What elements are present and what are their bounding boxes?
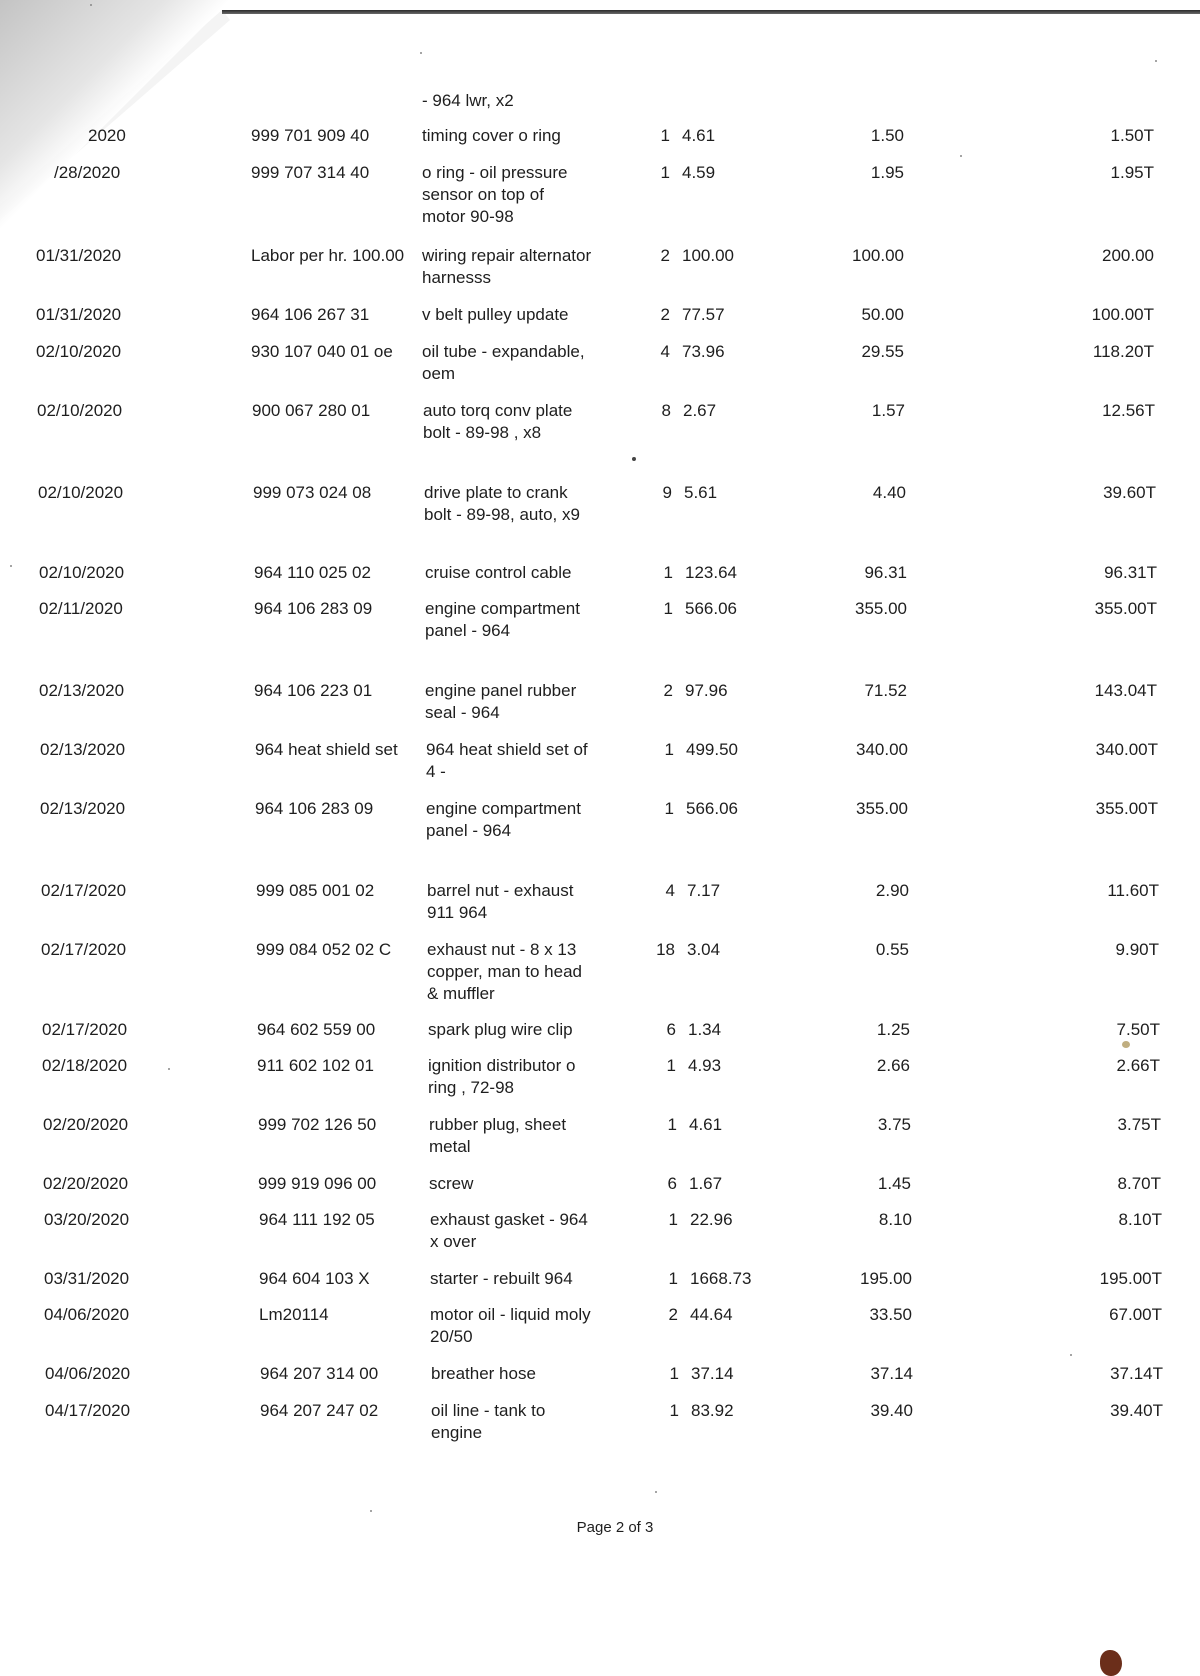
item-date: 02/13/2020 — [40, 799, 126, 818]
scan-stain — [1122, 1041, 1130, 1048]
item-description: v belt pulley update — [422, 305, 569, 324]
item-date: 01/31/2020 — [36, 246, 122, 265]
part-number: 964 106 283 09 — [254, 599, 373, 618]
extended-price: 355.00T — [1094, 599, 1157, 618]
unit-price: 3.75 — [877, 1115, 911, 1134]
part-number: 999 073 024 08 — [253, 483, 372, 502]
item-quantity: 6 — [666, 1020, 676, 1039]
scan-speck — [1155, 60, 1157, 62]
item-description: engine compartment panel - 964 — [425, 599, 580, 640]
item-date: 04/06/2020 — [44, 1305, 130, 1324]
extended-price: 37.14T — [1110, 1364, 1163, 1383]
scan-speck — [10, 565, 12, 567]
item-description: spark plug wire clip — [428, 1020, 573, 1039]
part-number: 900 067 280 01 — [252, 401, 371, 420]
extended-price: 355.00T — [1095, 799, 1158, 818]
item-description: breather hose — [431, 1364, 536, 1383]
extended-price: 8.70T — [1117, 1174, 1161, 1193]
list-price: 83.92 — [691, 1401, 734, 1420]
item-date: 02/13/2020 — [39, 681, 125, 700]
unit-price: 1.95 — [870, 163, 904, 182]
part-number: 964 heat shield set — [255, 740, 398, 759]
item-date: 02/13/2020 — [40, 740, 126, 759]
scan-speck — [632, 457, 636, 461]
list-price: 7.17 — [687, 881, 721, 900]
extended-price: 200.00 — [1102, 246, 1154, 265]
item-date: 02/20/2020 — [43, 1115, 129, 1134]
list-price: 566.06 — [686, 799, 738, 818]
list-price: 4.59 — [682, 163, 716, 182]
part-number: 964 106 267 31 — [251, 305, 370, 324]
extended-price: 96.31T — [1104, 563, 1157, 582]
list-price: 1.34 — [688, 1020, 722, 1039]
list-price: 4.61 — [689, 1115, 723, 1134]
item-quantity: 1 — [666, 1056, 676, 1075]
unit-price: 1.25 — [876, 1020, 910, 1039]
unit-price: 355.00 — [856, 799, 908, 818]
part-number: 911 602 102 01 — [257, 1056, 374, 1075]
extended-price: 39.40T — [1110, 1401, 1163, 1420]
item-quantity: 1 — [668, 1210, 678, 1229]
unit-price: 39.40 — [870, 1401, 913, 1420]
unit-price: 29.55 — [861, 342, 904, 361]
item-description: motor oil - liquid moly 20/50 — [430, 1305, 591, 1346]
item-quantity: 1 — [669, 1364, 679, 1383]
unit-price: 0.55 — [875, 940, 909, 959]
item-quantity: 1 — [667, 1115, 677, 1134]
unit-price: 355.00 — [855, 599, 907, 618]
unit-price: 340.00 — [856, 740, 908, 759]
extended-price: 8.10T — [1118, 1210, 1162, 1229]
item-quantity: 2 — [660, 305, 670, 324]
part-number: 999 702 126 50 — [258, 1115, 377, 1134]
list-price: 44.64 — [690, 1305, 733, 1324]
item-date: 02/10/2020 — [39, 563, 125, 582]
unit-price: 1.45 — [877, 1174, 911, 1193]
item-description: wiring repair alternator harnesss — [422, 246, 592, 287]
extended-price: 195.00T — [1099, 1269, 1162, 1288]
part-number: 964 106 223 01 — [254, 681, 373, 700]
extended-price: 7.50T — [1116, 1020, 1160, 1039]
list-price: 1668.73 — [690, 1269, 752, 1288]
part-number: 930 107 040 01 oe — [251, 342, 393, 361]
part-number: 964 604 103 X — [259, 1269, 370, 1288]
list-price: 499.50 — [686, 740, 738, 759]
item-description: oil tube - expandable, oem — [422, 342, 585, 383]
extended-price: 9.90T — [1115, 940, 1159, 959]
list-price: 2.67 — [683, 401, 717, 420]
item-quantity: 8 — [661, 401, 671, 420]
item-description: 964 heat shield set of 4 - — [426, 740, 588, 781]
extended-price: 1.50T — [1110, 126, 1154, 145]
item-date: 02/17/2020 — [42, 1020, 128, 1039]
item-description: oil line - tank to engine — [431, 1401, 546, 1442]
item-date: 02/17/2020 — [41, 881, 127, 900]
unit-price: 2.66 — [876, 1056, 910, 1075]
list-price: 566.06 — [685, 599, 737, 618]
part-number: 999 707 314 40 — [251, 163, 370, 182]
item-description: o ring - oil pressure sensor on top of motor 90-98 — [422, 163, 568, 226]
item-description: ignition distributor o ring , 72-98 — [428, 1056, 576, 1097]
part-number: 964 602 559 00 — [257, 1020, 376, 1039]
item-quantity: 4 — [665, 881, 675, 900]
list-price: 4.61 — [682, 126, 716, 145]
item-quantity: 1 — [664, 740, 674, 759]
extended-price: 143.04T — [1094, 681, 1157, 700]
item-description: cruise control cable — [425, 563, 572, 582]
scan-speck — [168, 1068, 170, 1070]
item-date: 04/06/2020 — [45, 1364, 131, 1383]
unit-price: 50.00 — [861, 305, 904, 324]
list-price: 97.96 — [685, 681, 728, 700]
item-quantity: 18 — [656, 940, 675, 959]
item-date: 02/18/2020 — [42, 1056, 128, 1075]
unit-price: 1.57 — [871, 401, 905, 420]
part-number: 999 084 052 02 C — [256, 940, 392, 959]
unit-price: 33.50 — [869, 1305, 912, 1324]
item-quantity: 6 — [667, 1174, 677, 1193]
extended-price: 100.00T — [1091, 305, 1154, 324]
part-number: 964 111 192 05 — [259, 1210, 375, 1229]
item-description: engine panel rubber seal - 964 — [425, 681, 577, 722]
item-date: 02/17/2020 — [41, 940, 127, 959]
scan-speck — [90, 4, 92, 6]
list-price: 4.93 — [688, 1056, 722, 1075]
unit-price: 195.00 — [860, 1269, 912, 1288]
item-description: drive plate to crank bolt - 89-98, auto, x9 — [424, 483, 580, 524]
unit-price: 2.90 — [875, 881, 909, 900]
item-description: auto torq conv plate bolt - 89-98 , x8 — [423, 401, 573, 442]
item-date: 02/10/2020 — [38, 483, 124, 502]
list-price: 5.61 — [684, 483, 718, 502]
item-description: engine compartment panel - 964 — [426, 799, 581, 840]
item-date: 03/20/2020 — [44, 1210, 130, 1229]
item-description: exhaust gasket - 964 x over — [430, 1210, 588, 1251]
list-price: 37.14 — [691, 1364, 734, 1383]
list-price: 73.96 — [682, 342, 725, 361]
extended-price: 340.00T — [1095, 740, 1158, 759]
unit-price: 4.40 — [872, 483, 906, 502]
part-number: 964 110 025 02 — [254, 563, 371, 582]
extended-price: 1.95T — [1110, 163, 1154, 182]
item-date: 03/31/2020 — [44, 1269, 130, 1288]
part-number: 964 207 247 02 — [260, 1401, 379, 1420]
list-price: 3.04 — [687, 940, 721, 959]
item-quantity: 1 — [660, 163, 670, 182]
part-number: 964 106 283 09 — [255, 799, 374, 818]
extended-price: 12.56T — [1102, 401, 1155, 420]
item-date: 02/20/2020 — [43, 1174, 129, 1193]
extended-price: 118.20T — [1092, 342, 1154, 361]
item-date: 01/31/2020 — [36, 305, 122, 324]
item-quantity: 9 — [662, 483, 672, 502]
list-price: 1.67 — [689, 1174, 723, 1193]
scan-speck — [655, 1491, 657, 1493]
item-date: /28/2020 — [54, 163, 121, 182]
item-date: 2020 — [88, 126, 126, 145]
item-quantity: 2 — [668, 1305, 678, 1324]
unit-price: 37.14 — [870, 1364, 913, 1383]
part-number: 999 919 096 00 — [258, 1174, 377, 1193]
item-quantity: 1 — [663, 563, 673, 582]
item-quantity: 2 — [663, 681, 673, 700]
item-quantity: 2 — [660, 246, 670, 265]
item-description: exhaust nut - 8 x 13 copper, man to head & muffler — [427, 940, 583, 1003]
list-price: 100.00 — [682, 246, 734, 265]
list-price: 22.96 — [690, 1210, 733, 1229]
scan-speck — [1070, 1354, 1072, 1356]
extended-price: 3.75T — [1117, 1115, 1161, 1134]
scan-top-edge — [222, 10, 1200, 14]
part-number: 999 085 001 02 — [256, 881, 375, 900]
folded-corner — [0, 0, 230, 230]
scan-stain — [1100, 1650, 1122, 1676]
item-quantity: 1 — [668, 1269, 678, 1288]
item-date: 02/10/2020 — [36, 342, 122, 361]
item-description: starter - rebuilt 964 — [430, 1269, 573, 1288]
extended-price: 67.00T — [1109, 1305, 1162, 1324]
unit-price: 1.50 — [870, 126, 904, 145]
item-description: timing cover o ring — [422, 126, 561, 145]
item-description: barrel nut - exhaust 911 964 — [427, 881, 574, 922]
continued-description: - 964 lwr, x2 — [422, 91, 514, 110]
extended-price: 2.66T — [1116, 1056, 1160, 1075]
part-number: 964 207 314 00 — [260, 1364, 379, 1383]
list-price: 123.64 — [685, 563, 737, 582]
item-description: rubber plug, sheet metal — [429, 1115, 567, 1156]
unit-price: 96.31 — [864, 563, 907, 582]
item-date: 02/10/2020 — [37, 401, 123, 420]
part-number: 999 701 909 40 — [251, 126, 370, 145]
list-price: 77.57 — [682, 305, 725, 324]
item-quantity: 1 — [660, 126, 670, 145]
item-quantity: 4 — [660, 342, 670, 361]
part-number: Labor per hr. 100.00 — [251, 246, 405, 265]
item-quantity: 1 — [664, 799, 674, 818]
extended-price: 39.60T — [1103, 483, 1156, 502]
unit-price: 100.00 — [852, 246, 904, 265]
scan-speck — [370, 1510, 372, 1512]
scan-speck — [960, 155, 962, 157]
part-number: Lm20114 — [259, 1305, 329, 1324]
item-quantity: 1 — [663, 599, 673, 618]
item-description: screw — [429, 1174, 474, 1193]
scan-speck — [420, 52, 422, 54]
extended-price: 11.60T — [1107, 881, 1159, 900]
item-quantity: 1 — [669, 1401, 679, 1420]
unit-price: 71.52 — [864, 681, 907, 700]
item-date: 04/17/2020 — [45, 1401, 131, 1420]
unit-price: 8.10 — [878, 1210, 912, 1229]
item-date: 02/11/2020 — [39, 599, 123, 618]
page-number: Page 2 of 3 — [576, 1519, 654, 1536]
